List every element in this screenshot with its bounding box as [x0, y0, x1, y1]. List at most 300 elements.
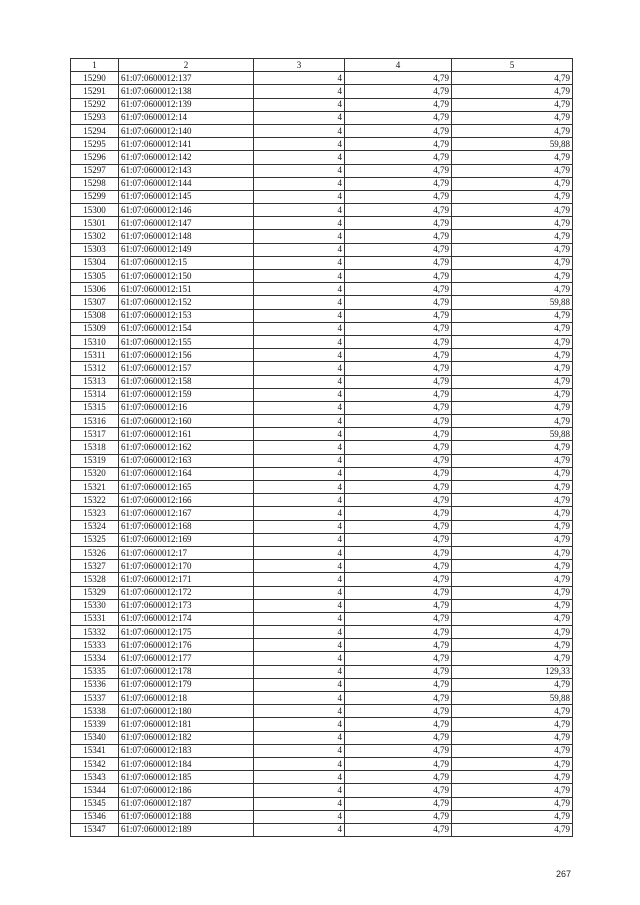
cadastral-number: 61:07:0600012:139: [119, 98, 254, 111]
column-3-value: 4: [254, 177, 345, 190]
column-5-value: 4,79: [452, 494, 573, 507]
table-row: [71, 85, 573, 98]
column-header-4: 4: [345, 59, 452, 72]
column-5-value: 59,88: [452, 692, 573, 705]
column-3-value: 4: [254, 507, 345, 520]
column-5-value: 4,79: [452, 388, 573, 401]
column-4-value: 4,79: [345, 270, 452, 283]
column-4-value: 4,79: [345, 797, 452, 810]
table-header-row: [71, 59, 573, 72]
column-3-value: 4: [254, 718, 345, 731]
table-row: [71, 454, 573, 467]
cadastral-number: 61:07:0600012:189: [119, 823, 254, 836]
column-4-value: 4,79: [345, 560, 452, 573]
column-4-value: 4,79: [345, 190, 452, 203]
column-3-value: 4: [254, 599, 345, 612]
table-row: [71, 283, 573, 296]
cadastral-number: 61:07:0600012:162: [119, 441, 254, 454]
cadastral-number: 61:07:0600012:186: [119, 784, 254, 797]
column-5-value: 4,79: [452, 454, 573, 467]
row-number: 15346: [71, 810, 119, 823]
column-4-value: 4,79: [345, 665, 452, 678]
column-3-value: 4: [254, 138, 345, 151]
column-3-value: 4: [254, 296, 345, 309]
column-4-value: 4,79: [345, 784, 452, 797]
row-number: 15325: [71, 533, 119, 546]
cadastral-number: 61:07:0600012:179: [119, 678, 254, 691]
column-4-value: 4,79: [345, 823, 452, 836]
column-5-value: 4,79: [452, 757, 573, 770]
cadastral-number: 61:07:0600012:151: [119, 283, 254, 296]
row-number: 15312: [71, 362, 119, 375]
cadastral-number: 61:07:0600012:166: [119, 494, 254, 507]
column-5-value: 4,79: [452, 705, 573, 718]
row-number: 15321: [71, 481, 119, 494]
column-5-value: 4,79: [452, 599, 573, 612]
row-number: 15331: [71, 612, 119, 625]
column-3-value: 4: [254, 428, 345, 441]
column-5-value: 4,79: [452, 731, 573, 744]
column-3-value: 4: [254, 415, 345, 428]
column-4-value: 4,79: [345, 467, 452, 480]
table-row: [71, 111, 573, 124]
column-4-value: 4,79: [345, 507, 452, 520]
cadastral-number: 61:07:0600012:138: [119, 85, 254, 98]
column-4-value: 4,79: [345, 296, 452, 309]
table-row: [71, 270, 573, 283]
column-5-value: 4,79: [452, 467, 573, 480]
column-3-value: 4: [254, 454, 345, 467]
column-3-value: 4: [254, 401, 345, 414]
cadastral-number: 61:07:0600012:16: [119, 401, 254, 414]
cadastral-number: 61:07:0600012:185: [119, 771, 254, 784]
column-3-value: 4: [254, 612, 345, 625]
table-row: [71, 639, 573, 652]
page-number: 267: [556, 869, 572, 879]
cadastral-number: 61:07:0600012:183: [119, 744, 254, 757]
cadastral-number: 61:07:0600012:142: [119, 151, 254, 164]
column-5-value: 59,88: [452, 138, 573, 151]
column-3-value: 4: [254, 362, 345, 375]
row-number: 15320: [71, 467, 119, 480]
cadastral-number: 61:07:0600012:165: [119, 481, 254, 494]
column-3-value: 4: [254, 810, 345, 823]
row-number: 15313: [71, 375, 119, 388]
row-number: 15322: [71, 494, 119, 507]
column-4-value: 4,79: [345, 744, 452, 757]
column-5-value: 4,79: [452, 85, 573, 98]
cadastral-number: 61:07:0600012:174: [119, 612, 254, 625]
column-5-value: 4,79: [452, 270, 573, 283]
column-header-3: 3: [254, 59, 345, 72]
row-number: 15295: [71, 138, 119, 151]
column-5-value: 4,79: [452, 256, 573, 269]
column-5-value: 4,79: [452, 784, 573, 797]
column-5-value: 4,79: [452, 375, 573, 388]
column-4-value: 4,79: [345, 481, 452, 494]
column-3-value: 4: [254, 335, 345, 348]
column-3-value: 4: [254, 243, 345, 256]
row-number: 15345: [71, 797, 119, 810]
column-3-value: 4: [254, 692, 345, 705]
column-4-value: 4,79: [345, 718, 452, 731]
column-3-value: 4: [254, 190, 345, 203]
cadastral-number: 61:07:0600012:145: [119, 190, 254, 203]
table-row: [71, 204, 573, 217]
column-3-value: 4: [254, 349, 345, 362]
column-3-value: 4: [254, 757, 345, 770]
table-row: [71, 72, 573, 85]
row-number: 15305: [71, 270, 119, 283]
column-5-value: 59,88: [452, 428, 573, 441]
row-number: 15342: [71, 757, 119, 770]
row-number: 15294: [71, 124, 119, 137]
column-5-value: 4,79: [452, 507, 573, 520]
column-3-value: 4: [254, 217, 345, 230]
column-3-value: 4: [254, 797, 345, 810]
row-number: 15307: [71, 296, 119, 309]
column-3-value: 4: [254, 546, 345, 559]
column-3-value: 4: [254, 283, 345, 296]
table-row: [71, 520, 573, 533]
row-number: 15336: [71, 678, 119, 691]
cadastral-number: 61:07:0600012:140: [119, 124, 254, 137]
column-3-value: 4: [254, 494, 345, 507]
table-row: [71, 388, 573, 401]
column-4-value: 4,79: [345, 705, 452, 718]
column-3-value: 4: [254, 388, 345, 401]
column-3-value: 4: [254, 72, 345, 85]
table-row: [71, 665, 573, 678]
data-table: [70, 58, 573, 837]
column-4-value: 4,79: [345, 151, 452, 164]
row-number: 15308: [71, 309, 119, 322]
column-5-value: 4,79: [452, 164, 573, 177]
cadastral-number: 61:07:0600012:153: [119, 309, 254, 322]
row-number: 15329: [71, 586, 119, 599]
column-3-value: 4: [254, 626, 345, 639]
cadastral-number: 61:07:0600012:18: [119, 692, 254, 705]
row-number: 15340: [71, 731, 119, 744]
column-5-value: 4,79: [452, 533, 573, 546]
column-5-value: 4,79: [452, 481, 573, 494]
table-row: [71, 335, 573, 348]
column-5-value: 4,79: [452, 586, 573, 599]
row-number: 15297: [71, 164, 119, 177]
table-row: [71, 771, 573, 784]
row-number: 15314: [71, 388, 119, 401]
column-5-value: 4,79: [452, 151, 573, 164]
column-3-value: 4: [254, 744, 345, 757]
row-number: 15293: [71, 111, 119, 124]
column-3-value: 4: [254, 111, 345, 124]
column-3-value: 4: [254, 204, 345, 217]
column-4-value: 4,79: [345, 612, 452, 625]
row-number: 15316: [71, 415, 119, 428]
column-4-value: 4,79: [345, 810, 452, 823]
table-row: [71, 507, 573, 520]
column-header-1: 1: [71, 59, 119, 72]
row-number: 15327: [71, 560, 119, 573]
column-header-2: 2: [119, 59, 254, 72]
column-4-value: 4,79: [345, 204, 452, 217]
column-4-value: 4,79: [345, 428, 452, 441]
cadastral-number: 61:07:0600012:188: [119, 810, 254, 823]
column-5-value: 4,79: [452, 771, 573, 784]
row-number: 15338: [71, 705, 119, 718]
row-number: 15298: [71, 177, 119, 190]
column-4-value: 4,79: [345, 322, 452, 335]
table-row: [71, 349, 573, 362]
column-3-value: 4: [254, 256, 345, 269]
table-row: [71, 151, 573, 164]
cadastral-number: 61:07:0600012:168: [119, 520, 254, 533]
column-4-value: 4,79: [345, 599, 452, 612]
column-5-value: 4,79: [452, 797, 573, 810]
table-row: [71, 322, 573, 335]
table-body: [71, 72, 573, 837]
row-number: 15344: [71, 784, 119, 797]
table-row: [71, 401, 573, 414]
row-number: 15333: [71, 639, 119, 652]
column-3-value: 4: [254, 533, 345, 546]
column-4-value: 4,79: [345, 230, 452, 243]
row-number: 15341: [71, 744, 119, 757]
column-header-5: 5: [452, 59, 573, 72]
column-3-value: 4: [254, 270, 345, 283]
column-5-value: 4,79: [452, 520, 573, 533]
row-number: 15302: [71, 230, 119, 243]
row-number: 15301: [71, 217, 119, 230]
row-number: 15306: [71, 283, 119, 296]
column-3-value: 4: [254, 823, 345, 836]
table-row: [71, 177, 573, 190]
column-4-value: 4,79: [345, 85, 452, 98]
column-4-value: 4,79: [345, 401, 452, 414]
column-3-value: 4: [254, 771, 345, 784]
column-4-value: 4,79: [345, 256, 452, 269]
cadastral-number: 61:07:0600012:157: [119, 362, 254, 375]
column-3-value: 4: [254, 85, 345, 98]
cadastral-number: 61:07:0600012:15: [119, 256, 254, 269]
column-4-value: 4,79: [345, 626, 452, 639]
table-row: [71, 494, 573, 507]
column-4-value: 4,79: [345, 441, 452, 454]
column-5-value: 4,79: [452, 204, 573, 217]
table-row: [71, 309, 573, 322]
column-3-value: 4: [254, 309, 345, 322]
row-number: 15343: [71, 771, 119, 784]
column-4-value: 4,79: [345, 124, 452, 137]
column-5-value: 4,79: [452, 612, 573, 625]
cadastral-number: 61:07:0600012:144: [119, 177, 254, 190]
column-5-value: 4,79: [452, 230, 573, 243]
row-number: 15300: [71, 204, 119, 217]
cadastral-number: 61:07:0600012:171: [119, 573, 254, 586]
column-5-value: 4,79: [452, 309, 573, 322]
cadastral-number: 61:07:0600012:172: [119, 586, 254, 599]
column-3-value: 4: [254, 467, 345, 480]
table-row: [71, 296, 573, 309]
cadastral-number: 61:07:0600012:181: [119, 718, 254, 731]
column-3-value: 4: [254, 678, 345, 691]
row-number: 15309: [71, 322, 119, 335]
table-row: [71, 678, 573, 691]
table-row: [71, 98, 573, 111]
column-5-value: 4,79: [452, 243, 573, 256]
table-row: [71, 243, 573, 256]
column-5-value: 4,79: [452, 810, 573, 823]
column-3-value: 4: [254, 375, 345, 388]
table-row: [71, 560, 573, 573]
cadastral-number: 61:07:0600012:182: [119, 731, 254, 744]
cadastral-number: 61:07:0600012:163: [119, 454, 254, 467]
row-number: 15319: [71, 454, 119, 467]
table-row: [71, 481, 573, 494]
cadastral-number: 61:07:0600012:161: [119, 428, 254, 441]
column-5-value: 4,79: [452, 415, 573, 428]
column-4-value: 4,79: [345, 375, 452, 388]
column-5-value: 4,79: [452, 177, 573, 190]
column-5-value: 4,79: [452, 217, 573, 230]
cadastral-number: 61:07:0600012:184: [119, 757, 254, 770]
cadastral-number: 61:07:0600012:169: [119, 533, 254, 546]
column-5-value: 4,79: [452, 124, 573, 137]
cadastral-number: 61:07:0600012:141: [119, 138, 254, 151]
table-row: [71, 823, 573, 836]
row-number: 15323: [71, 507, 119, 520]
column-5-value: 4,79: [452, 322, 573, 335]
column-4-value: 4,79: [345, 520, 452, 533]
row-number: 15326: [71, 546, 119, 559]
table-row: [71, 190, 573, 203]
column-3-value: 4: [254, 441, 345, 454]
column-4-value: 4,79: [345, 362, 452, 375]
column-5-value: 4,79: [452, 441, 573, 454]
table-row: [71, 797, 573, 810]
column-5-value: 4,79: [452, 401, 573, 414]
row-number: 15311: [71, 349, 119, 362]
table-row: [71, 546, 573, 559]
column-4-value: 4,79: [345, 415, 452, 428]
column-4-value: 4,79: [345, 454, 452, 467]
cadastral-number: 61:07:0600012:187: [119, 797, 254, 810]
table-row: [71, 362, 573, 375]
column-5-value: 4,79: [452, 652, 573, 665]
row-number: 15347: [71, 823, 119, 836]
table-row: [71, 441, 573, 454]
column-5-value: 4,79: [452, 111, 573, 124]
column-3-value: 4: [254, 520, 345, 533]
cadastral-number: 61:07:0600012:155: [119, 335, 254, 348]
column-4-value: 4,79: [345, 573, 452, 586]
column-4-value: 4,79: [345, 757, 452, 770]
column-4-value: 4,79: [345, 72, 452, 85]
row-number: 15318: [71, 441, 119, 454]
cadastral-number: 61:07:0600012:180: [119, 705, 254, 718]
row-number: 15335: [71, 665, 119, 678]
table-row: [71, 533, 573, 546]
column-4-value: 4,79: [345, 652, 452, 665]
column-5-value: 4,79: [452, 626, 573, 639]
cadastral-number: 61:07:0600012:149: [119, 243, 254, 256]
table-row: [71, 230, 573, 243]
column-5-value: 4,79: [452, 718, 573, 731]
column-4-value: 4,79: [345, 494, 452, 507]
row-number: 15339: [71, 718, 119, 731]
table-row: [71, 731, 573, 744]
column-4-value: 4,79: [345, 283, 452, 296]
column-5-value: 4,79: [452, 744, 573, 757]
column-3-value: 4: [254, 560, 345, 573]
table-row: [71, 256, 573, 269]
row-number: 15310: [71, 335, 119, 348]
column-3-value: 4: [254, 639, 345, 652]
column-3-value: 4: [254, 322, 345, 335]
column-3-value: 4: [254, 481, 345, 494]
column-3-value: 4: [254, 98, 345, 111]
table-row: [71, 718, 573, 731]
column-4-value: 4,79: [345, 177, 452, 190]
column-4-value: 4,79: [345, 309, 452, 322]
row-number: 15292: [71, 98, 119, 111]
row-number: 15317: [71, 428, 119, 441]
row-number: 15334: [71, 652, 119, 665]
column-4-value: 4,79: [345, 243, 452, 256]
row-number: 15304: [71, 256, 119, 269]
cadastral-number: 61:07:0600012:148: [119, 230, 254, 243]
table-row: [71, 217, 573, 230]
column-4-value: 4,79: [345, 164, 452, 177]
column-5-value: 4,79: [452, 560, 573, 573]
row-number: 15290: [71, 72, 119, 85]
column-3-value: 4: [254, 586, 345, 599]
column-3-value: 4: [254, 230, 345, 243]
cadastral-number: 61:07:0600012:146: [119, 204, 254, 217]
column-4-value: 4,79: [345, 546, 452, 559]
column-5-value: 129,33: [452, 665, 573, 678]
table-row: [71, 705, 573, 718]
row-number: 15296: [71, 151, 119, 164]
cadastral-number: 61:07:0600012:158: [119, 375, 254, 388]
column-3-value: 4: [254, 124, 345, 137]
cadastral-number: 61:07:0600012:178: [119, 665, 254, 678]
table-row: [71, 626, 573, 639]
table-row: [71, 692, 573, 705]
column-4-value: 4,79: [345, 98, 452, 111]
column-3-value: 4: [254, 784, 345, 797]
cadastral-number: 61:07:0600012:170: [119, 560, 254, 573]
column-5-value: 4,79: [452, 678, 573, 691]
cadastral-number: 61:07:0600012:167: [119, 507, 254, 520]
row-number: 15332: [71, 626, 119, 639]
column-4-value: 4,79: [345, 731, 452, 744]
column-4-value: 4,79: [345, 771, 452, 784]
column-4-value: 4,79: [345, 388, 452, 401]
column-4-value: 4,79: [345, 217, 452, 230]
row-number: 15299: [71, 190, 119, 203]
table-row: [71, 744, 573, 757]
table-row: [71, 415, 573, 428]
table-row: [71, 164, 573, 177]
column-3-value: 4: [254, 151, 345, 164]
column-5-value: 4,79: [452, 362, 573, 375]
column-4-value: 4,79: [345, 639, 452, 652]
column-4-value: 4,79: [345, 533, 452, 546]
table-row: [71, 138, 573, 151]
cadastral-number: 61:07:0600012:154: [119, 322, 254, 335]
cadastral-number: 61:07:0600012:159: [119, 388, 254, 401]
